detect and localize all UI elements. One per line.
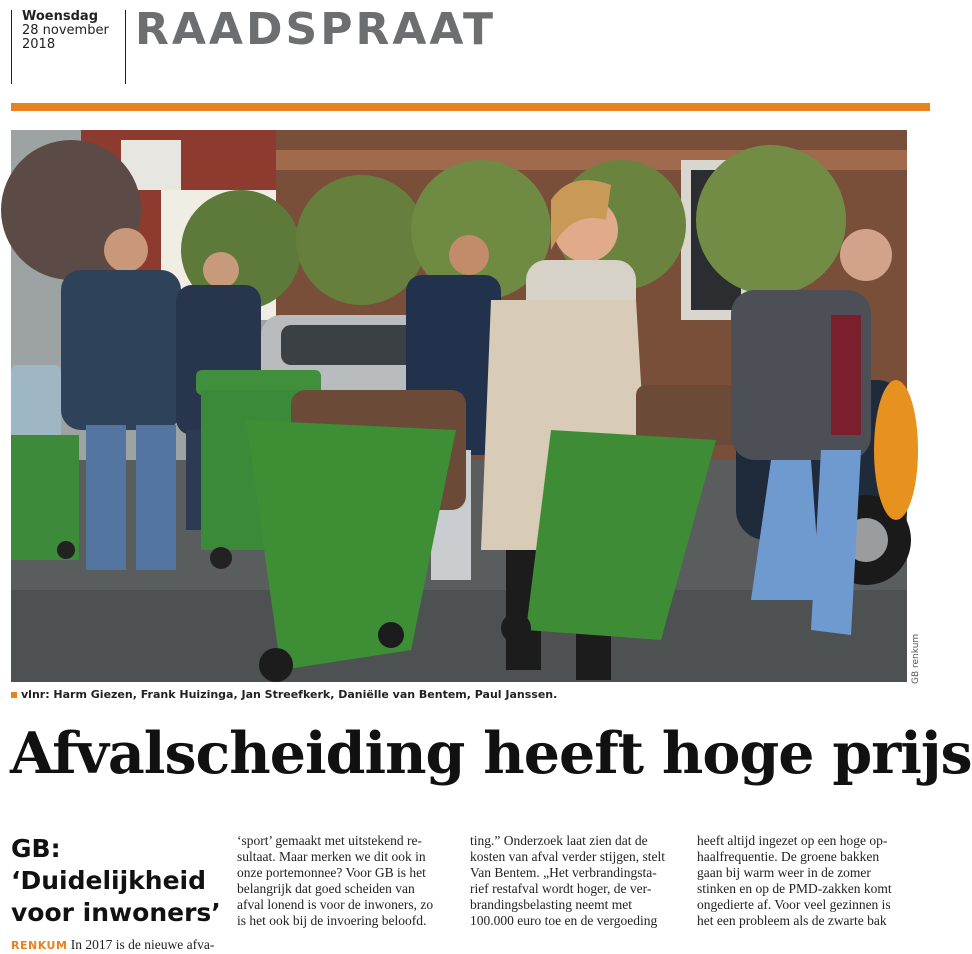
article-column-1	[11, 833, 221, 954]
caption-marker	[11, 692, 17, 698]
article-subhead: GB: ‘Duidelijkheid voor inwoners’	[11, 834, 221, 927]
year-line: 2018	[22, 37, 56, 52]
column-text: ‘sport’ gemaakt met uitstekend re- sultaat. Maar merken we dit ook in onze portemonnee? Voor GB is het belangrijk dat goed scheiden van afval lonend is voor de inwoners, zo is het ook bij de invoering beloofd.	[237, 833, 434, 928]
column-text: ting.” Onderzoek laat zien dat de kosten van afval verder stijgen, stelt Van Bentem. „Het verbrandingsta- rief restafval wordt hoger, de ver- brandingsbelasting neemt met 100.000 euro toe en de vergoeding	[470, 833, 665, 928]
article-headline: Afvalscheiding heeft hoge prijs	[10, 720, 972, 787]
article-column-2	[237, 833, 454, 929]
photo-illustration	[11, 130, 907, 682]
divider	[125, 10, 126, 84]
lead-text: In 2017 is de nieuwe afva-	[70, 937, 215, 952]
column-text: heeft altijd ingezet op een hoge op- haalfrequentie. De groene bakken gaan bij warm weer in de zomer stinken en op de PMD-zakken komt ongedierte af. Voor veel gezinnen is het een probleem als de zwarte bak	[697, 833, 892, 928]
article-photo	[11, 130, 907, 682]
divider	[11, 10, 12, 84]
accent-bar	[11, 103, 930, 111]
article-column-3	[470, 833, 686, 929]
date-line: 28 november	[22, 23, 109, 38]
caption-text: vlnr: Harm Giezen, Frank Huizinga, Jan Streefkerk, Daniëlle van Bentem, Paul Janssen.	[21, 688, 558, 701]
photo-caption	[11, 688, 557, 701]
article-lead	[11, 937, 221, 954]
date-block	[22, 10, 109, 52]
masthead	[0, 0, 931, 100]
photo-credit: GB renkum	[911, 633, 921, 684]
article-column-4	[697, 833, 909, 929]
weekday: Woensdag	[22, 9, 99, 24]
section-title: RAADSPRAAT	[135, 4, 497, 55]
dateline-place: RENKUM	[11, 939, 68, 952]
